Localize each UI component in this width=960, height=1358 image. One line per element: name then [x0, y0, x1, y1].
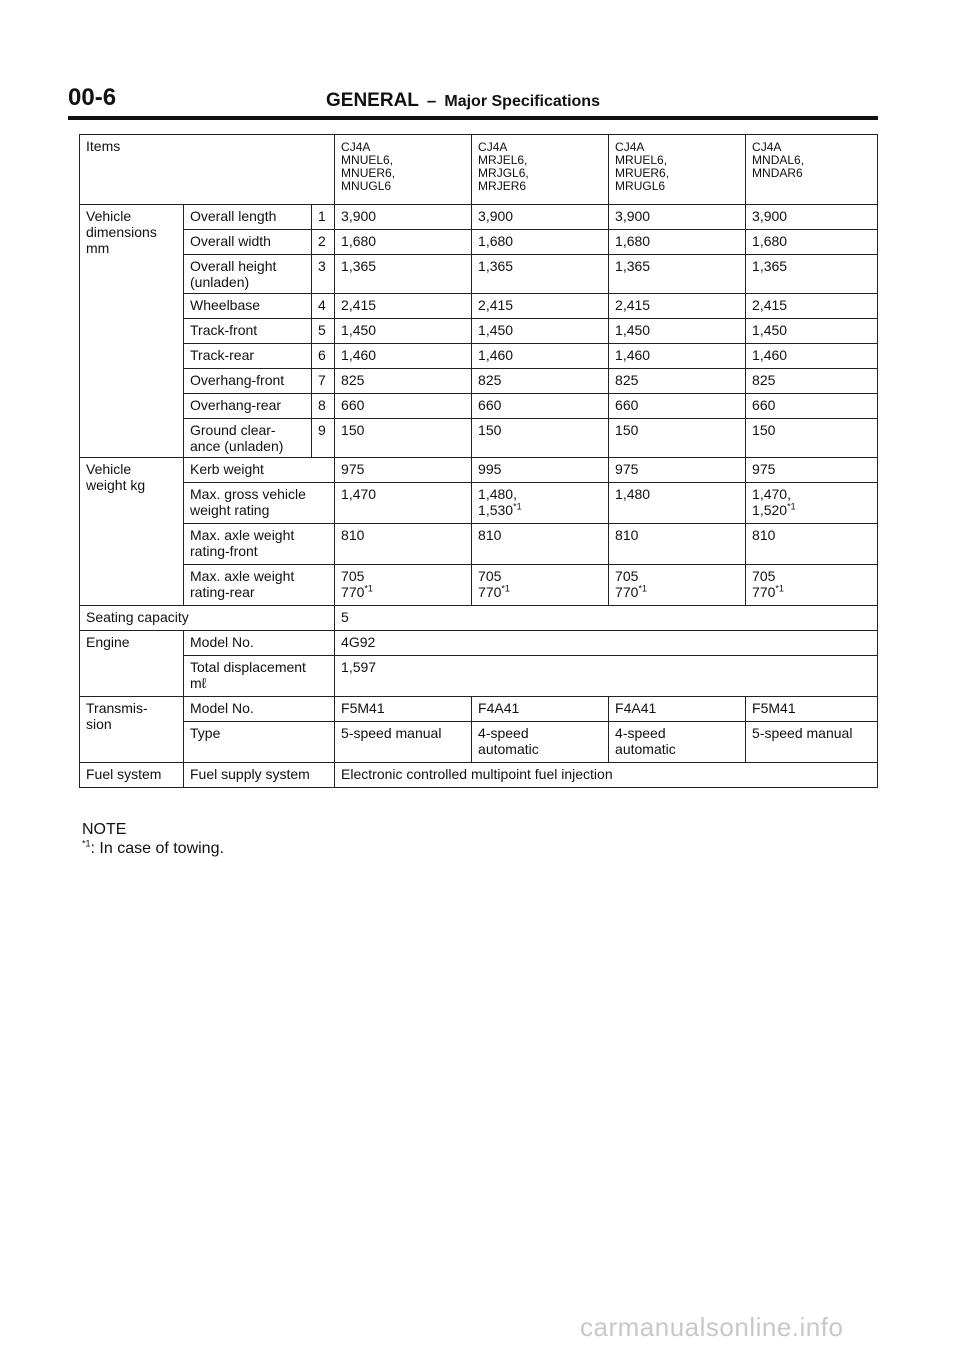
table-row	[80, 458, 878, 483]
engine-displacement-label: Total displacement mℓ	[184, 656, 335, 697]
footnote-mark: *1	[638, 583, 647, 594]
table-row	[80, 344, 878, 369]
spec-value: 660	[335, 394, 472, 419]
watermark: carmanualsonline.info	[580, 1312, 844, 1342]
group-engine: Engine	[80, 631, 184, 697]
section-title: GENERAL	[326, 90, 419, 111]
table-row	[80, 294, 878, 319]
transmission-type-label: Type	[184, 722, 335, 763]
header-rule	[68, 116, 878, 120]
footnote-mark: *1	[775, 583, 784, 594]
table-row	[80, 763, 878, 788]
model-header: CJ4A MRJEL6, MRJGL6, MRJER6	[472, 135, 609, 205]
spec-value: 2,415	[472, 294, 609, 319]
spec-value: 1,470	[335, 483, 472, 524]
spec-value: 1,450	[746, 319, 878, 344]
seating-capacity-value: 5	[335, 606, 878, 631]
spec-label: Max. gross vehicle weight rating	[184, 483, 335, 524]
table-row	[80, 135, 878, 205]
spec-value: 705 770$^{*1}$	[746, 565, 878, 606]
group-transmission: Transmis- sion	[80, 697, 184, 763]
table-row	[80, 631, 878, 656]
spec-label: Kerb weight	[184, 458, 335, 483]
spec-label: Track-front	[184, 319, 312, 344]
note-mark: *1	[82, 838, 91, 849]
spec-value: 1,680	[609, 230, 746, 255]
spec-value: 3,900	[335, 205, 472, 230]
seating-capacity-label: Seating capacity	[80, 606, 335, 631]
engine-model-label: Model No.	[184, 631, 335, 656]
transmission-model-value: F4A41	[609, 697, 746, 722]
spec-value: 1,680	[472, 230, 609, 255]
table-row	[80, 524, 878, 565]
spec-value: 995	[472, 458, 609, 483]
model-header: CJ4A MRUEL6, MRUER6, MRUGL6	[609, 135, 746, 205]
specifications-table	[79, 134, 878, 788]
fuel-supply-value: Electronic controlled multipoint fuel injection	[335, 763, 878, 788]
dimension-number: 5	[312, 319, 335, 344]
dimension-number: 1	[312, 205, 335, 230]
spec-label: Overall width	[184, 230, 312, 255]
spec-value: 1,480, 1,530$^{*1}$	[472, 483, 609, 524]
spec-value: 705 770$^{*1}$	[609, 565, 746, 606]
spec-value: 3,900	[746, 205, 878, 230]
spec-value: 1,480	[609, 483, 746, 524]
transmission-type-value: 4-speed automatic	[609, 722, 746, 763]
transmission-type-value: 5-speed manual	[335, 722, 472, 763]
table-row	[80, 483, 878, 524]
subsection-title: Major Specifications	[444, 93, 600, 110]
note-text: : In case of towing.	[90, 840, 224, 857]
footnote-mark: *1	[501, 583, 510, 594]
engine-model-value: 4G92	[335, 631, 878, 656]
spec-value: 1,470, 1,520$^{*1}$	[746, 483, 878, 524]
spec-value: 150	[335, 419, 472, 458]
spec-label: Max. axle weight rating-rear	[184, 565, 335, 606]
spec-label: Overall length	[184, 205, 312, 230]
note-line	[82, 839, 224, 858]
spec-value: 1,365	[746, 255, 878, 294]
table-row	[80, 369, 878, 394]
table-row	[80, 419, 878, 458]
spec-value: 1,365	[335, 255, 472, 294]
footnote-mark: *1	[364, 583, 373, 594]
transmission-model-value: F5M41	[746, 697, 878, 722]
spec-value: 150	[746, 419, 878, 458]
group-vehicle-weight: Vehicle weight kg	[80, 458, 184, 606]
spec-label: Overhang-rear	[184, 394, 312, 419]
spec-value: 1,365	[609, 255, 746, 294]
spec-value: 975	[746, 458, 878, 483]
spec-value: 1,460	[746, 344, 878, 369]
table-row	[80, 230, 878, 255]
spec-value: 975	[335, 458, 472, 483]
table-row	[80, 255, 878, 294]
spec-label: Wheelbase	[184, 294, 312, 319]
spec-value: 1,460	[335, 344, 472, 369]
spec-value: 1,680	[746, 230, 878, 255]
items-header: Items	[80, 135, 335, 205]
page-title	[326, 90, 600, 112]
spec-value: 705 770$^{*1}$	[335, 565, 472, 606]
transmission-type-value: 5-speed manual	[746, 722, 878, 763]
dimension-number: 3	[312, 255, 335, 294]
spec-value: 660	[746, 394, 878, 419]
spec-value: 810	[472, 524, 609, 565]
spec-value: 3,900	[472, 205, 609, 230]
table-row	[80, 656, 878, 697]
spec-value: 3,900	[609, 205, 746, 230]
dimension-number: 2	[312, 230, 335, 255]
footnote-mark: *1	[787, 501, 796, 512]
group-vehicle-dimensions: Vehicle dimensions mm	[80, 205, 184, 458]
spec-label: Max. axle weight rating-front	[184, 524, 335, 565]
spec-value: 1,450	[335, 319, 472, 344]
model-header: CJ4A MNUEL6, MNUER6, MNUGL6	[335, 135, 472, 205]
spec-value: 150	[472, 419, 609, 458]
dimension-number: 9	[312, 419, 335, 458]
transmission-type-value: 4-speed automatic	[472, 722, 609, 763]
engine-displacement-value: 1,597	[335, 656, 878, 697]
spec-value: 1,450	[472, 319, 609, 344]
spec-value: 2,415	[609, 294, 746, 319]
note-title: NOTE	[82, 821, 127, 838]
table-row	[80, 722, 878, 763]
spec-value: 2,415	[746, 294, 878, 319]
spec-value: 660	[609, 394, 746, 419]
spec-value: 975	[609, 458, 746, 483]
transmission-model-value: F4A41	[472, 697, 609, 722]
table-row	[80, 697, 878, 722]
spec-value: 1,460	[609, 344, 746, 369]
spec-label: Ground clear- ance (unladen)	[184, 419, 312, 458]
table-row	[80, 205, 878, 230]
spec-label: Overhang-front	[184, 369, 312, 394]
spec-value: 705 770$^{*1}$	[472, 565, 609, 606]
page-number: 00-6	[68, 84, 117, 111]
table-row	[80, 565, 878, 606]
spec-value: 825	[609, 369, 746, 394]
spec-value: 1,365	[472, 255, 609, 294]
transmission-model-value: F5M41	[335, 697, 472, 722]
spec-value: 825	[746, 369, 878, 394]
dimension-number: 6	[312, 344, 335, 369]
dimension-number: 4	[312, 294, 335, 319]
spec-value: 660	[472, 394, 609, 419]
spec-value: 810	[335, 524, 472, 565]
spec-value: 1,680	[335, 230, 472, 255]
spec-label: Overall height (unladen)	[184, 255, 312, 294]
spec-value: 2,415	[335, 294, 472, 319]
spec-value: 825	[472, 369, 609, 394]
spec-value: 150	[609, 419, 746, 458]
group-fuel-system: Fuel system	[80, 763, 184, 788]
dimension-number: 7	[312, 369, 335, 394]
footnote-mark: *1	[513, 501, 522, 512]
spec-label: Track-rear	[184, 344, 312, 369]
title-dash: –	[426, 91, 437, 110]
dimension-number: 8	[312, 394, 335, 419]
spec-value: 810	[746, 524, 878, 565]
spec-value: 825	[335, 369, 472, 394]
table-row	[80, 606, 878, 631]
spec-value: 1,460	[472, 344, 609, 369]
spec-value: 1,450	[609, 319, 746, 344]
note-block	[82, 820, 224, 858]
table-row	[80, 394, 878, 419]
spec-value: 810	[609, 524, 746, 565]
table-row	[80, 319, 878, 344]
model-header: CJ4A MNDAL6, MNDAR6	[746, 135, 878, 205]
fuel-supply-label: Fuel supply system	[184, 763, 335, 788]
transmission-model-label: Model No.	[184, 697, 335, 722]
specifications-body	[80, 135, 878, 788]
